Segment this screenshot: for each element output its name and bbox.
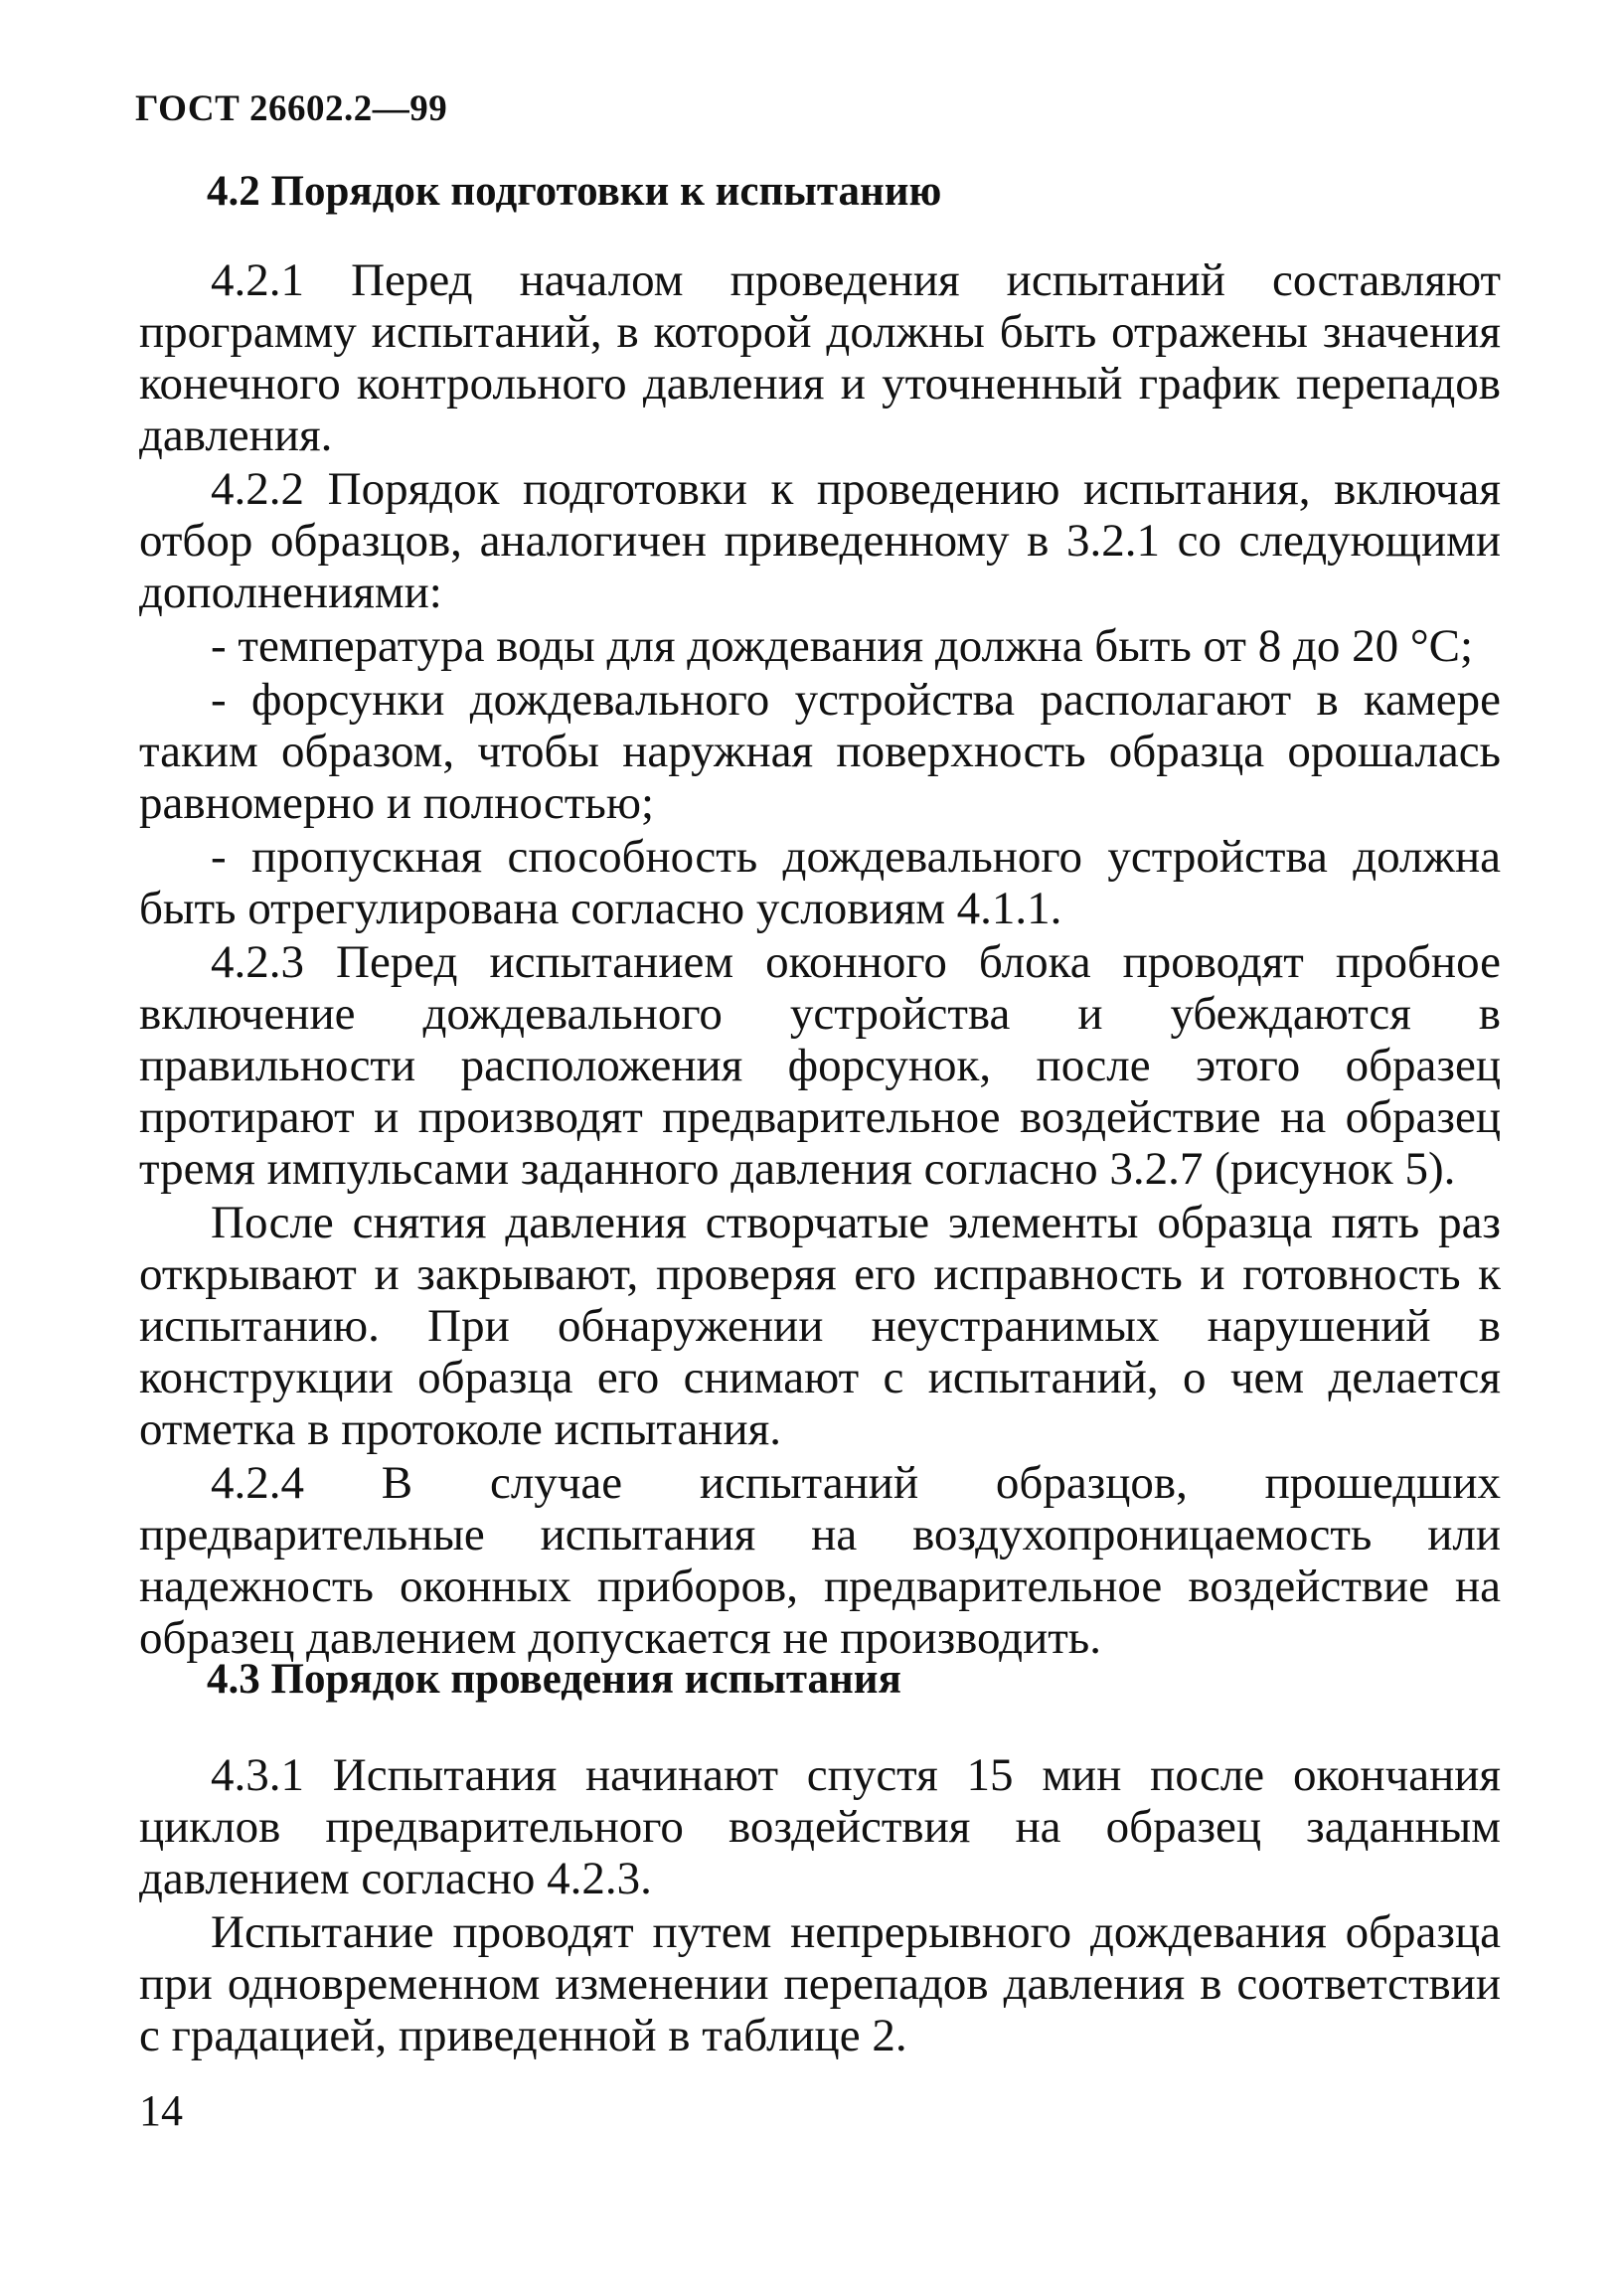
paragraph-4-3-1: 4.3.1 Испытания начинают спустя 15 мин после окончания циклов предварительного воздействия на образец заданным давлением согласно 4.2.3.	[139, 1749, 1501, 1904]
list-item-water-temperature: - температура воды для дождевания должна быть от 8 до 20 °С;	[211, 620, 1474, 672]
paragraph-4-2-3: 4.2.3 Перед испытанием оконного блока проводят пробное включение дождевального устройства и убеждаются в правильности расположения форсунок, после этого образец протирают и производят предварительное воздействие на образец тремя импульсами заданного давления согласно 3.2.7 (рисунок 5).	[139, 936, 1501, 1195]
document-code: ГОСТ 26602.2—99	[135, 88, 448, 129]
section-body-4-2	[139, 254, 1501, 1666]
section-body-4-3	[139, 1749, 1501, 2063]
list-item-throughput: - пропускная способность дождевального устройства должна быть отрегулирована согласно условиям 4.1.1.	[139, 831, 1501, 934]
page-number: 14	[139, 2086, 183, 2135]
section-heading-4-2: 4.2 Порядок подготовки к испытанию	[207, 168, 942, 215]
paragraph-4-2-2: 4.2.2 Порядок подготовки к проведению испытания, включая отбор образцов, аналогичен приведенному в 3.2.1 со следующими дополнениями:	[139, 463, 1501, 618]
list-item-nozzles: - форсунки дождевального устройства располагают в камере таким образом, чтобы наружная поверхность образца орошалась равномерно и полностью;	[139, 674, 1501, 829]
section-heading-4-3: 4.3 Порядок проведения испытания	[207, 1656, 901, 1703]
paragraph-after-pressure-release: После снятия давления створчатые элементы образца пять раз открывают и закрывают, проверяя его исправность и готовность к испытанию. При обнаружении неустранимых нарушений в конструкции образца его снимают с испытаний, о чем делается отметка в протоколе испытания.	[139, 1197, 1501, 1455]
paragraph-4-2-1: 4.2.1 Перед началом проведения испытаний составляют программу испытаний, в которой должны быть отражены значения конечного контрольного давления и уточненный график перепадов давления.	[139, 254, 1501, 461]
paragraph-test-procedure: Испытание проводят путем непрерывного дождевания образца при одновременном изменении перепадов давления в соответствии с градацией, приведенной в таблице 2.	[139, 1906, 1501, 2061]
paragraph-4-2-4: 4.2.4 В случае испытаний образцов, прошедших предварительные испытания на воздухопроницаемость или надежность оконных приборов, предварительное воздействие на образец давлением допускается не производить.	[139, 1457, 1501, 1664]
